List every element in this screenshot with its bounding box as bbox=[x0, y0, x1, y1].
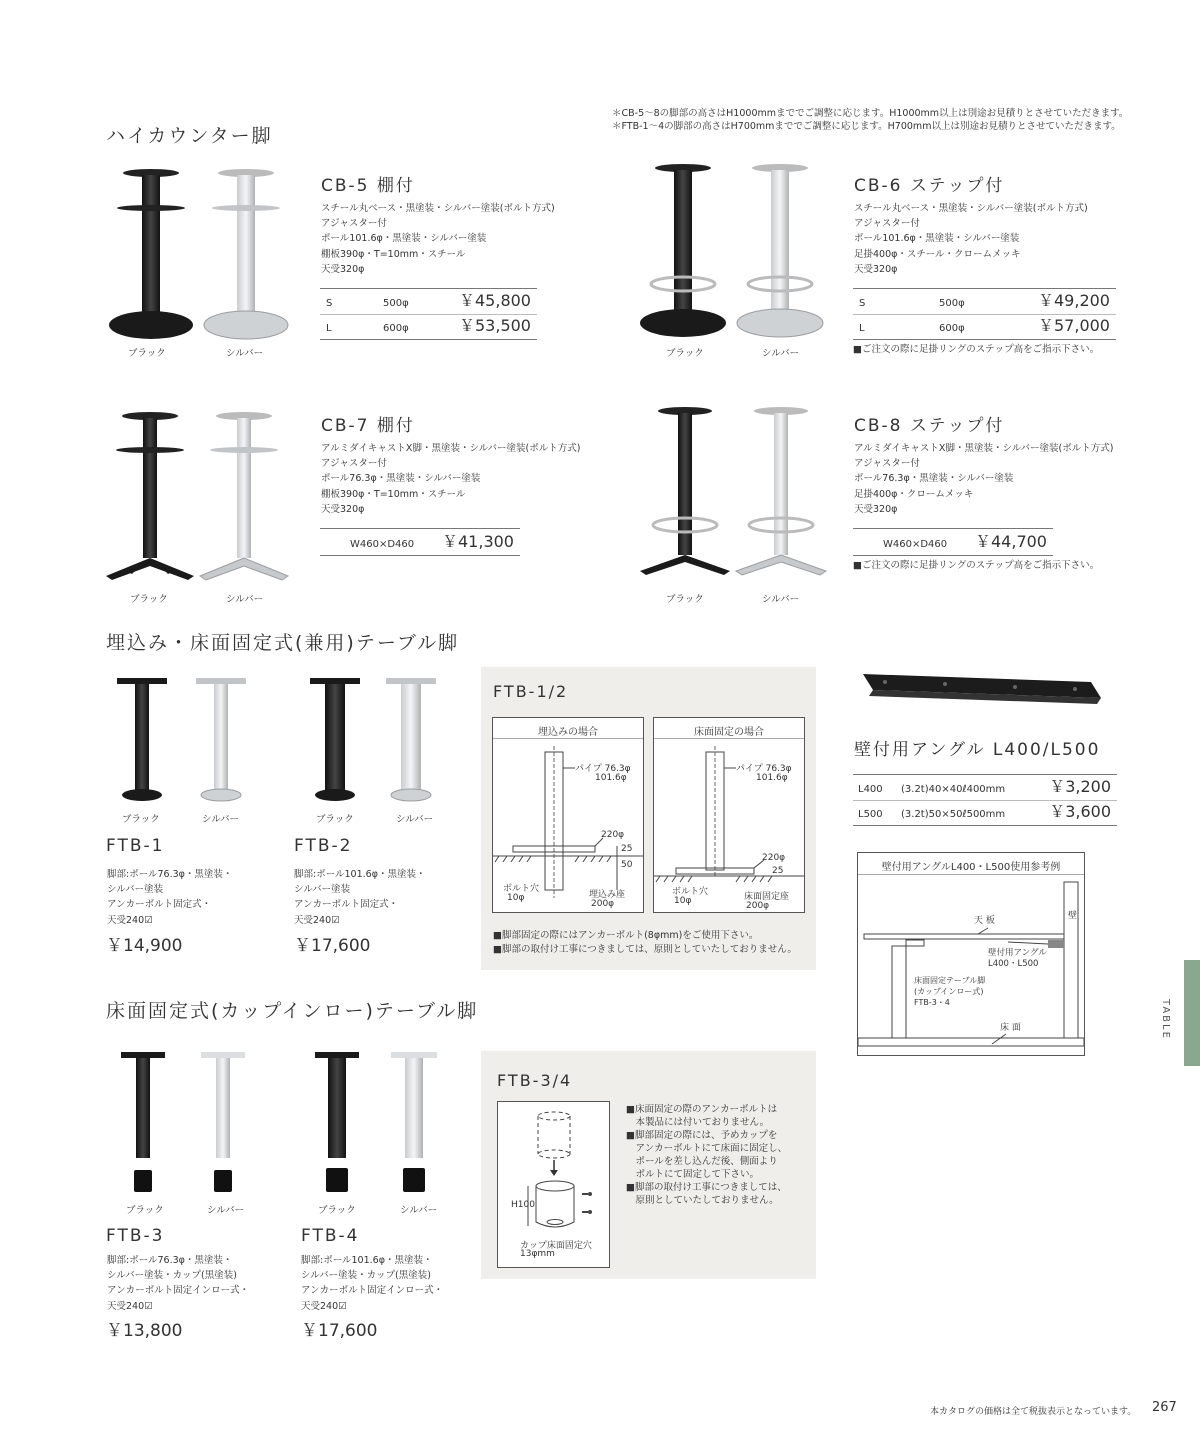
ftb34-diagram: H100 カップ床面固定穴 13φmm bbox=[497, 1101, 610, 1268]
top-note-1: ＊CB-5〜8の脚部の高さはH1000mmまででご調整に応じます。H1000mm以上は別途お見積りとさせていただきます。 bbox=[612, 108, 1129, 119]
side-tab[interactable] bbox=[1184, 960, 1200, 1066]
ftb1-color-black: ブラック bbox=[122, 814, 160, 825]
cb5-title: CB-5 棚付 bbox=[321, 176, 415, 196]
ftb4-specs: 脚部:ポール101.6φ・黒塗装・ シルバー塗装・カップ(黒塗装) アンカーボルト固定インロー式・ 天受240☑ bbox=[301, 1255, 444, 1312]
angle-price-table bbox=[853, 774, 1117, 826]
cb6-color-black: ブラック bbox=[666, 348, 704, 359]
section-title-cup-inlow: 床面固定式(カップインロー)テーブル脚 bbox=[106, 1000, 479, 1022]
table-row: S 500φ ￥45,800 bbox=[326, 291, 531, 310]
ftb34-panel bbox=[481, 1051, 816, 1279]
table-row: S 500φ ￥49,200 bbox=[859, 291, 1110, 310]
cb7-title: CB-7 棚付 bbox=[321, 416, 415, 436]
ftb1-specs: 脚部:ポール76.3φ・黒塗装・ シルバー塗装 アンカーボルト固定式・ 天受240☑ bbox=[107, 869, 233, 926]
cb7-color-silver: シルバー bbox=[226, 594, 264, 605]
angle-title: 壁付用アングル L400/L500 bbox=[854, 740, 1101, 760]
ftb2-price: ￥17,600 bbox=[294, 936, 371, 956]
ftb12-note-2: ■脚部の取付け工事につきましては、原則としていたしておりません。 bbox=[493, 944, 797, 955]
footer-note: 本カタログの価格は全て税抜表示となっています。 bbox=[930, 1407, 1137, 1417]
ftb12-panel bbox=[481, 667, 816, 970]
cb7-color-black: ブラック bbox=[130, 594, 168, 605]
ftb2-product-image bbox=[305, 675, 445, 805]
cb5-color-black: ブラック bbox=[128, 348, 166, 359]
ftb12-panel-title: FTB-1/2 bbox=[493, 682, 569, 701]
ftb2-color-black: ブラック bbox=[316, 814, 354, 825]
side-tab-label: TABLE bbox=[1160, 999, 1171, 1040]
cb8-title: CB-8 ステップ付 bbox=[854, 416, 1005, 436]
ftb1-price: ￥14,900 bbox=[106, 936, 183, 956]
page-number: 267 bbox=[1152, 1400, 1177, 1415]
table-row: W460×D460 ￥41,300 bbox=[350, 532, 514, 551]
ftb34-notes: ■床面固定の際のアンカーボルトは 本製品には付いておりません。 ■脚部固定の際には、予めカップを アンカーボルトにて床面に固定し、 ポールを差し込んだ後、側面より ボルトにて固定して下さい。 ■脚部の取付け工事につきましては、 原則としていたしておりません。 bbox=[626, 1104, 788, 1206]
cb5-color-silver: シルバー bbox=[226, 348, 264, 359]
table-row: L400 (3.2t)40×40ℓ400mm ￥3,200 bbox=[858, 777, 1111, 796]
table-row: L 600φ ￥53,500 bbox=[320, 314, 537, 339]
angle-usage-diagram: 壁付用アングルL400・L500使用参考例 天 板 壁 壁付用アングル L400・L500 床面固定テーブル脚 (カップインロー式) FTB-3・4 床 面 bbox=[857, 852, 1085, 1056]
ftb3-price: ￥13,800 bbox=[106, 1321, 183, 1341]
angle-product-image bbox=[855, 668, 1105, 710]
ftb3-color-silver: シルバー bbox=[207, 1205, 245, 1216]
cb5-specs: スチール丸ベース・黒塗装・シルバー塗装(ボルト方式) アジャスター付 ポール101.6φ・黒塗装・シルバー塗装 棚板390φ・T=10mm・スチール 天受320φ bbox=[321, 203, 555, 275]
cb8-note: ■ご注文の際に足掛リングのステップ高をご指示下さい。 bbox=[853, 560, 1100, 571]
ftb3-product-image bbox=[115, 1050, 255, 1195]
ftb12-diagram-embed: 埋込みの場合 パイプ 76.3φ 101.6φ 220φ 25 50 ボルト穴 10φ 埋込み座 200φ bbox=[492, 717, 644, 913]
cb8-product-image bbox=[636, 405, 831, 585]
cb6-price-table bbox=[853, 288, 1116, 340]
ftb4-color-silver: シルバー bbox=[400, 1205, 438, 1216]
section-title-embedded: 埋込み・床面固定式(兼用)テーブル脚 bbox=[106, 632, 460, 654]
section-title-high-counter: ハイカウンター脚 bbox=[106, 125, 273, 147]
table-row: W460×D460 ￥44,700 bbox=[883, 532, 1047, 551]
cb8-specs: アルミダイキャストX脚・黒塗装・シルバー塗装(ボルト方式) アジャスター付 ポール76.3φ・黒塗装・シルバー塗装 足掛400φ・クロームメッキ 天受320φ bbox=[854, 443, 1114, 515]
ftb2-title: FTB-2 bbox=[294, 836, 353, 856]
top-note-2: ＊FTB-1〜4の脚部の高さはH700mmまででご調整に応じます。H700mm以上は別途お見積りとさせていただきます。 bbox=[612, 121, 1121, 132]
cb6-title: CB-6 ステップ付 bbox=[854, 176, 1005, 196]
ftb3-title: FTB-3 bbox=[106, 1226, 165, 1246]
cb8-price-table bbox=[853, 528, 1053, 556]
cb5-price-table bbox=[320, 288, 537, 340]
table-row: L 600φ ￥57,000 bbox=[853, 314, 1116, 339]
ftb34-panel-title: FTB-3/4 bbox=[497, 1071, 573, 1090]
cb8-color-black: ブラック bbox=[666, 594, 704, 605]
ftb1-title: FTB-1 bbox=[106, 836, 165, 856]
ftb2-color-silver: シルバー bbox=[396, 814, 434, 825]
cb6-specs: スチール丸ベース・黒塗装・シルバー塗装(ボルト方式) アジャスター付 ポール101.6φ・黒塗装・シルバー塗装 足掛400φ・スチール・クロームメッキ 天受320φ bbox=[854, 203, 1088, 275]
table-row: L500 (3.2t)50×50ℓ500mm ￥3,600 bbox=[853, 800, 1117, 825]
ftb3-color-black: ブラック bbox=[126, 1205, 164, 1216]
ftb12-diagram-floor: 床面固定の場合 パイプ 76.3φ 101.6φ 220φ 25 ボルト穴 10φ 床面固定座 200φ bbox=[653, 717, 805, 913]
ftb4-title: FTB-4 bbox=[301, 1226, 360, 1246]
ftb2-specs: 脚部:ポール101.6φ・黒塗装・ シルバー塗装 アンカーボルト固定式・ 天受240☑ bbox=[294, 869, 426, 926]
cb6-color-silver: シルバー bbox=[762, 348, 800, 359]
ftb4-product-image bbox=[310, 1050, 450, 1195]
ftb12-note-1: ■脚部固定の際にはアンカーボルト(8φmm)をご使用下さい。 bbox=[493, 930, 759, 941]
ftb3-specs: 脚部:ポール76.3φ・黒塗装・ シルバー塗装・カップ(黒塗装) アンカーボルト固定インロー式・ 天受240☑ bbox=[107, 1255, 250, 1312]
cb7-product-image bbox=[102, 410, 297, 585]
ftb1-product-image bbox=[110, 675, 250, 805]
ftb4-price: ￥17,600 bbox=[301, 1321, 378, 1341]
cb6-note: ■ご注文の際に足掛リングのステップ高をご指示下さい。 bbox=[853, 344, 1100, 355]
cb7-price-table bbox=[320, 528, 520, 556]
ftb1-color-silver: シルバー bbox=[202, 814, 240, 825]
cb8-color-silver: シルバー bbox=[762, 594, 800, 605]
ftb4-color-black: ブラック bbox=[318, 1205, 356, 1216]
cb5-product-image bbox=[105, 165, 295, 343]
cb6-product-image bbox=[638, 160, 833, 343]
cb7-specs: アルミダイキャストX脚・黒塗装・シルバー塗装(ボルト方式) アジャスター付 ポール76.3φ・黒塗装・シルバー塗装 棚板390φ・T=10mm・スチール 天受320φ bbox=[321, 443, 581, 515]
